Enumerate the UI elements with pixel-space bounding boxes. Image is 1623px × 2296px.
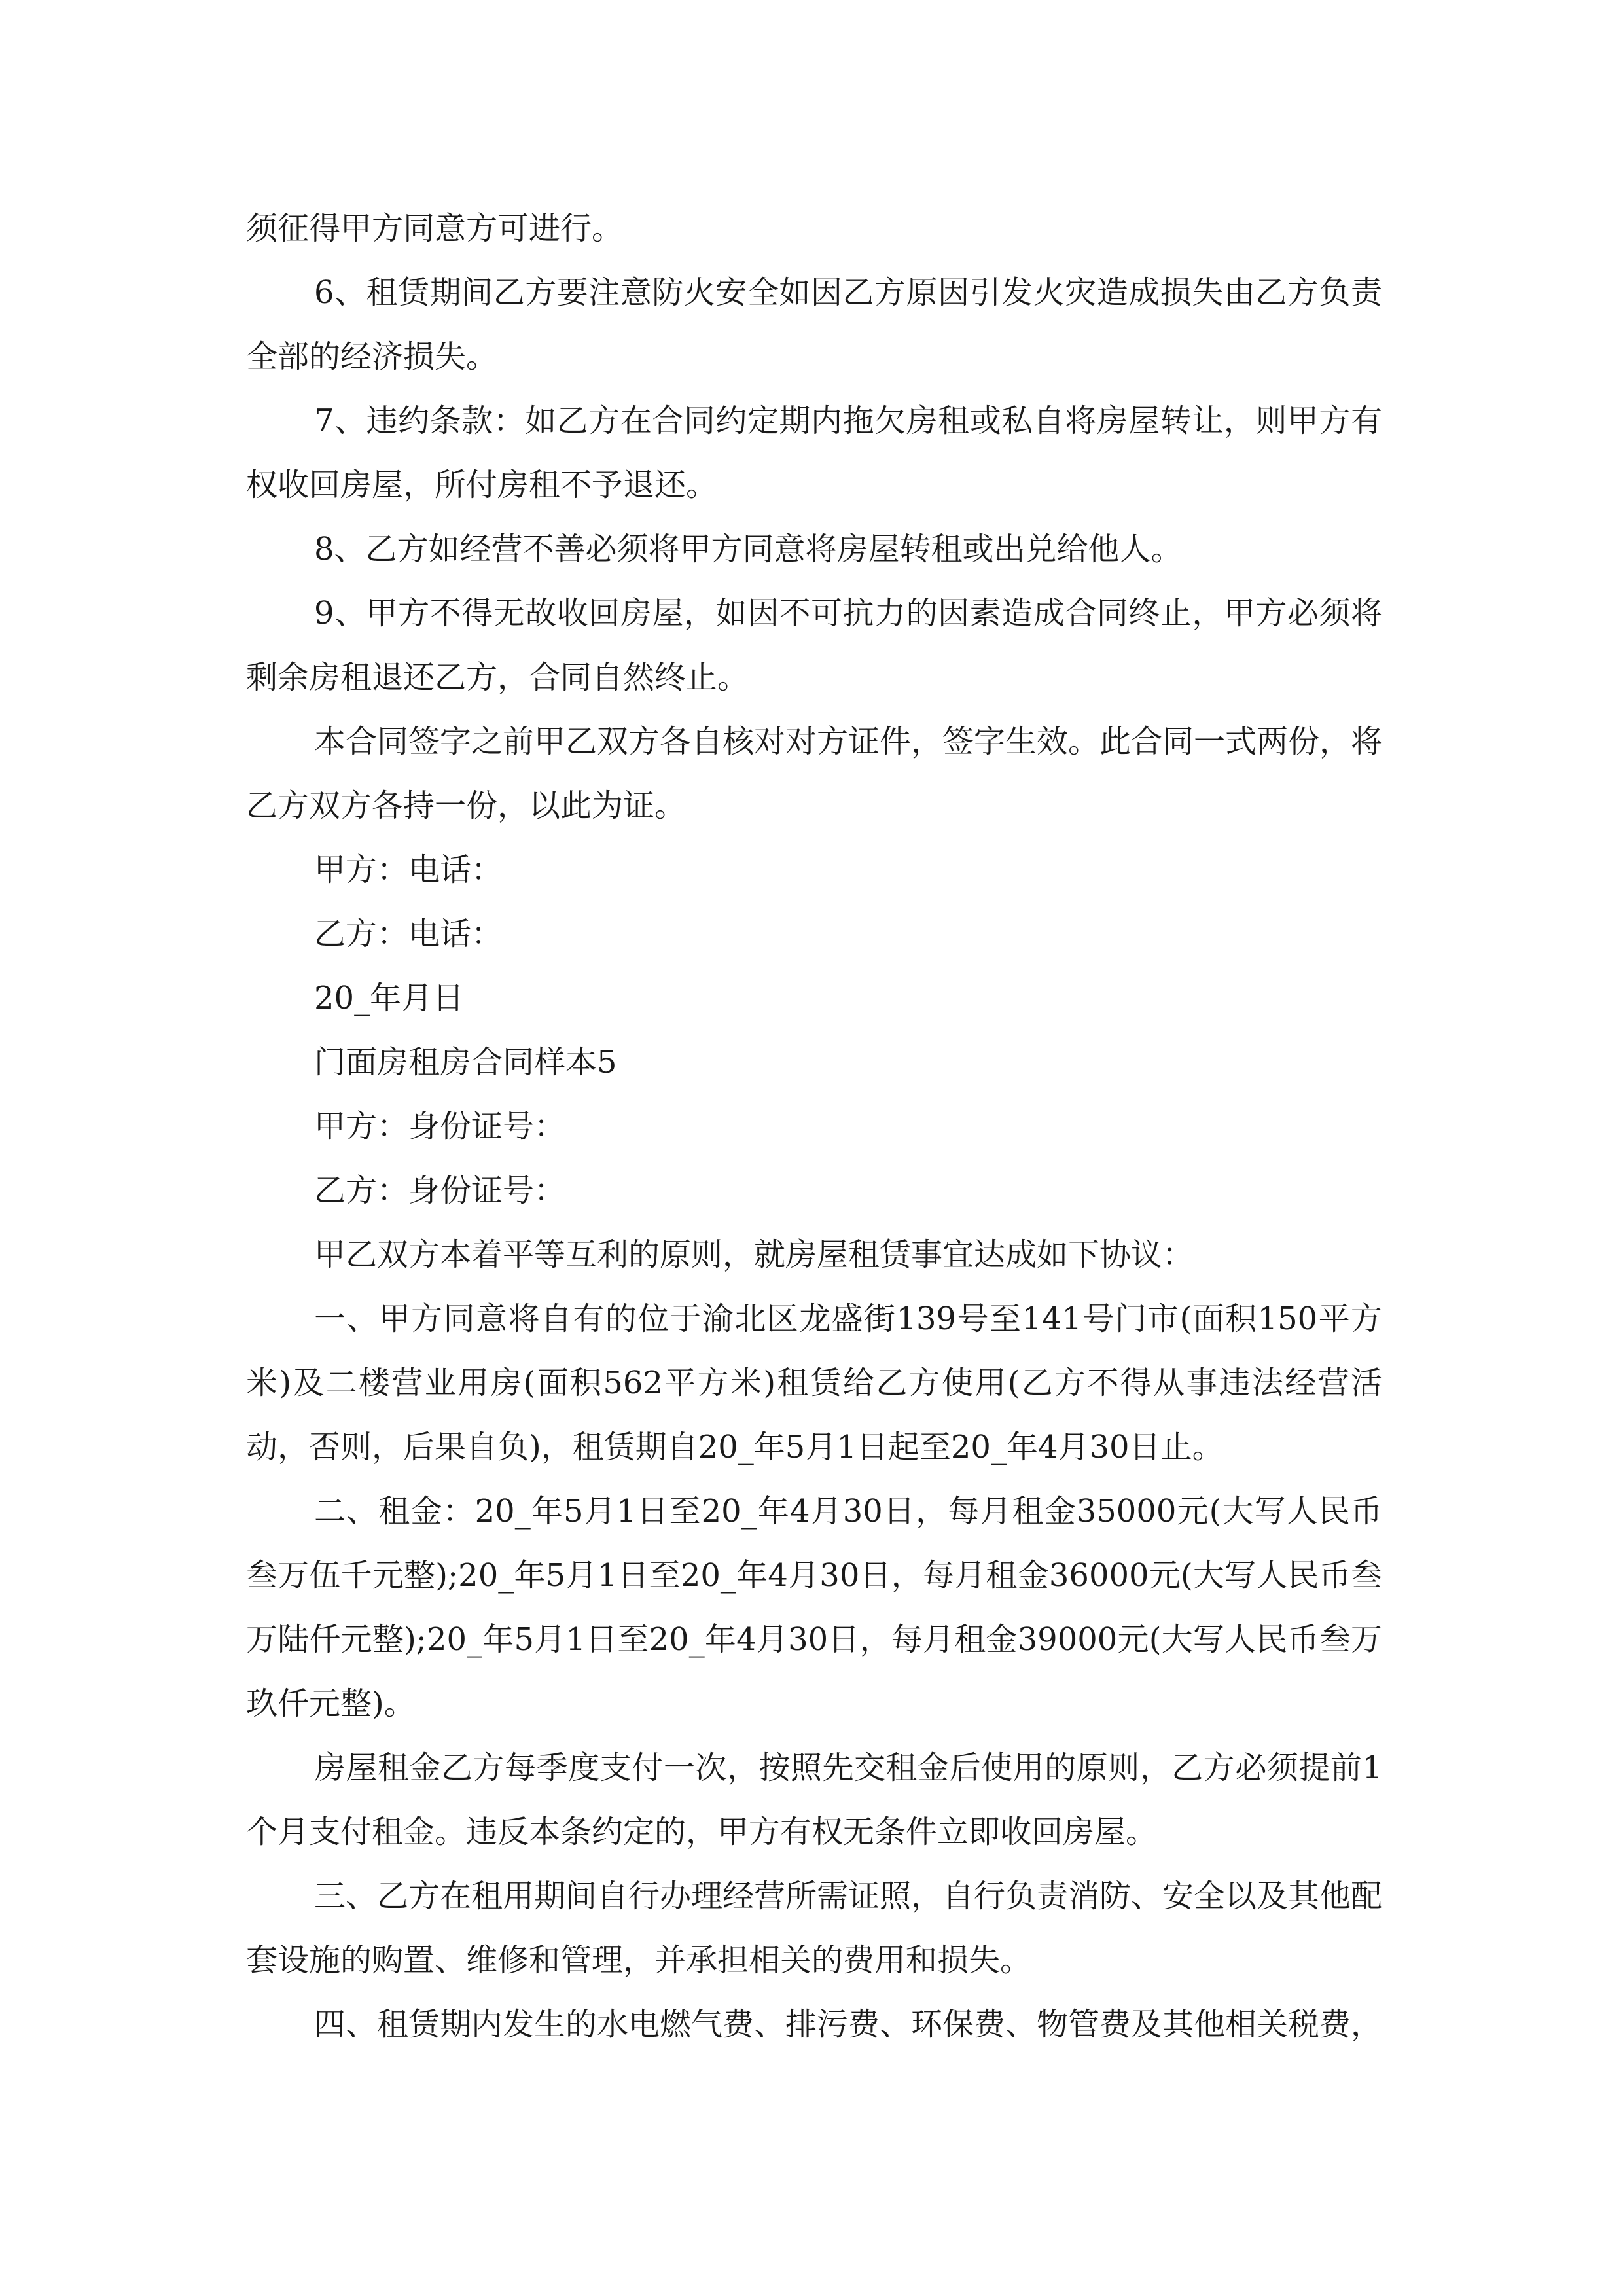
- clause-9: 9、甲方不得无故收回房屋，如因不可抗力的因素造成合同终止，甲方必须将剩余房租退还乙方，合同自然终止。: [246, 595, 1382, 696]
- payment-terms: 房屋租金乙方每季度支付一次，按照先交租金后使用的原则，乙方必须提前1个月支付租金。违反本条约定的，甲方有权无条件立即收回房屋。: [246, 1749, 1382, 1850]
- party-b-id: 乙方：身份证号：: [314, 1172, 566, 1209]
- article-1-premises: 一、甲方同意将自有的位于渝北区龙盛街139号至141号门市(面积150平方米)及二楼营业用房(面积562平方米)租赁给乙方使用(乙方不得从事违法经营活动，否则，后果自负)，租赁期自20_年5月1日起至20_年4月30日止。: [246, 1300, 1382, 1465]
- sample-title: 门面房租房合同样本5: [314, 1044, 617, 1081]
- article-3-licenses: 三、乙方在租用期间自行办理经营所需证照，自行负责消防、安全以及其他配套设施的购置、维修和管理，并承担相关的费用和损失。: [246, 1878, 1383, 1979]
- clause-6: 6、租赁期间乙方要注意防火安全如因乙方原因引发火灾造成损失由乙方负责全部的经济损失。: [246, 274, 1382, 375]
- article-2-rent: 二、租金：20_年5月1日至20_年4月30日，每月租金35000元(大写人民币叁万伍千元整);20_年5月1日至20_年4月30日，每月租金36000元(大写人民币叁万陆仟元整);20_年5月1日至20_年4月30日，每月租金39000元(大写人民币叁万玖仟元整)。: [246, 1493, 1382, 1722]
- clause-8: 8、乙方如经营不善必须将甲方同意将房屋转租或出兑给他人。: [314, 531, 1183, 567]
- party-b-phone: 乙方：电话：: [314, 916, 503, 952]
- party-a-id: 甲方：身份证号：: [314, 1108, 566, 1145]
- agreement-intro: 甲乙双方本着平等互利的原则，就房屋租赁事宜达成如下协议：: [314, 1236, 1194, 1273]
- document-body: [246, 196, 1382, 2056]
- party-a-phone: 甲方：电话：: [314, 852, 503, 888]
- paragraph-continuation: 须征得甲方同意方可进行。: [246, 210, 624, 247]
- clause-7-breach: 7、违约条款：如乙方在合同约定期内拖欠房租或私自将房屋转让，则甲方有权收回房屋，所付房租不予退还。: [246, 403, 1382, 503]
- date-line: 20_年月日: [314, 980, 465, 1016]
- article-4-fees: 四、租赁期内发生的水电燃气费、排污费、环保费、物管费及其他相关税费，: [314, 2006, 1383, 2043]
- signing-statement: 本合同签字之前甲乙双方各自核对对方证件，签字生效。此合同一式两份，将乙方双方各持一份，以此为证。: [246, 723, 1383, 824]
